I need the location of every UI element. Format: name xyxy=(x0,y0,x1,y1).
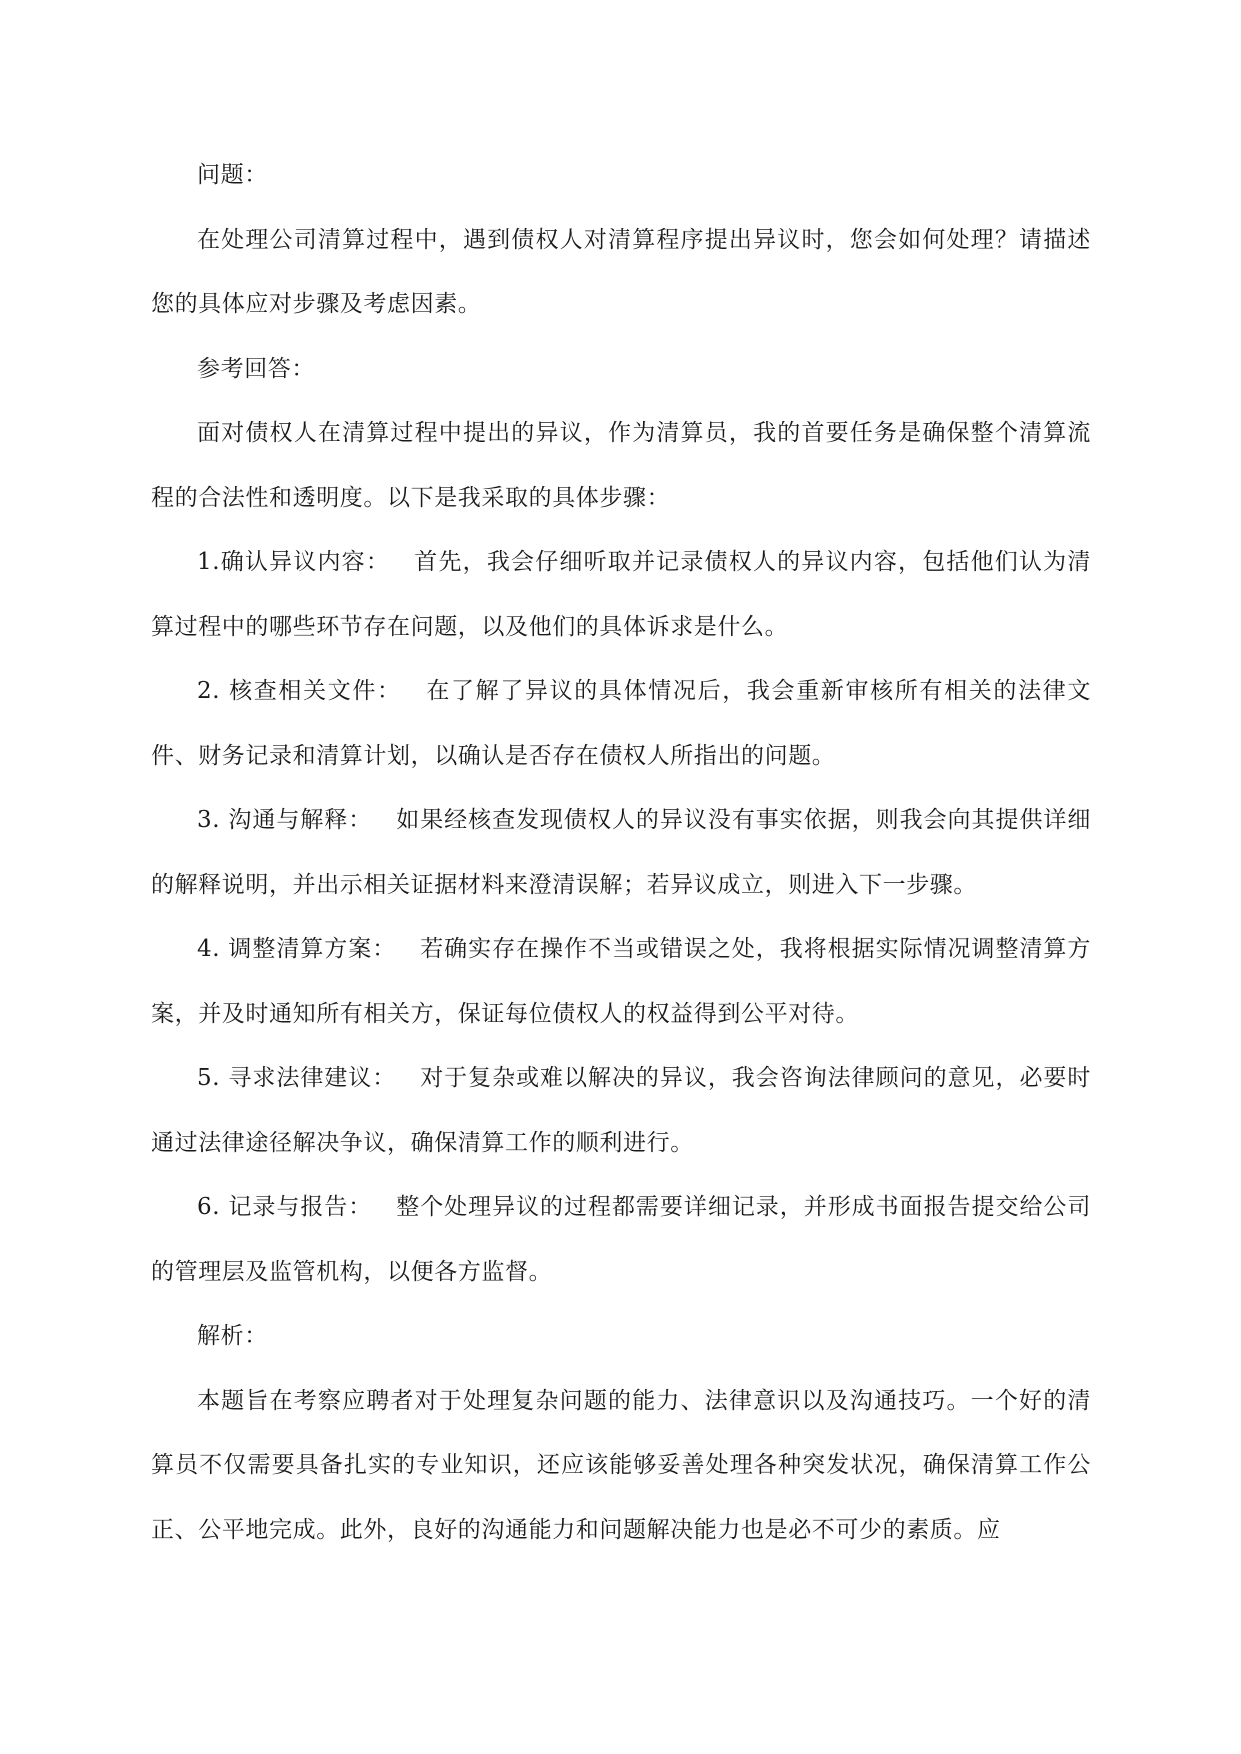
step-item xyxy=(151,1046,1091,1175)
step-label: 1.确认异议内容： xyxy=(197,549,391,575)
step-text: 若确实存在操作不当或错误之处，我将根据实际情况调整清算方案，并及时通知所有相关方，保证每位债权人的权益得到公平对待。 xyxy=(151,936,1091,1027)
step-text: 整个处理异议的过程都需要详细记录，并形成书面报告提交给公司的管理层及监管机构，以便各方监督。 xyxy=(151,1194,1091,1285)
step-text: 首先，我会仔细听取并记录债权人的异议内容，包括他们认为清算过程中的哪些环节存在问题，以及他们的具体诉求是什么。 xyxy=(151,549,1091,640)
step-item xyxy=(151,917,1091,1046)
step-item xyxy=(151,530,1091,659)
step-text: 对于复杂或难以解决的异议，我会咨询法律顾问的意见，必要时通过法律途径解决争议，确保清算工作的顺利进行。 xyxy=(151,1065,1091,1156)
question-text: 在处理公司清算过程中，遇到债权人对清算程序提出异议时，您会如何处理？请描述您的具体应对步骤及考虑因素。 xyxy=(151,226,1091,317)
analysis-heading: 解析： xyxy=(197,1323,268,1349)
step-item xyxy=(151,788,1091,917)
question-heading: 问题： xyxy=(197,162,268,188)
step-item xyxy=(151,1175,1091,1304)
answer-heading: 参考回答： xyxy=(197,355,315,382)
answer-intro: 面对债权人在清算过程中提出的异议，作为清算员，我的首要任务是确保整个清算流程的合法性和透明度。以下是我采取的具体步骤： xyxy=(151,420,1091,511)
step-text: 如果经核查发现债权人的异议没有事实依据，则我会向其提供详细的解释说明，并出示相关证据材料来澄清误解；若异议成立，则进入下一步骤。 xyxy=(151,807,1091,898)
step-label: 6. 记录与报告： xyxy=(197,1194,373,1220)
step-label: 5. 寻求法律建议： xyxy=(197,1065,397,1091)
step-text: 在了解了异议的具体情况后，我会重新审核所有相关的法律文件、财务记录和清算计划，以确认是否存在债权人所指出的问题。 xyxy=(151,678,1091,769)
document-body xyxy=(151,143,1091,1562)
step-label: 2. 核查相关文件： xyxy=(197,678,402,704)
step-label: 4. 调整清算方案： xyxy=(197,936,397,962)
step-label: 3. 沟通与解释： xyxy=(197,807,373,833)
step-item xyxy=(151,659,1091,788)
analysis-text: 本题旨在考察应聘者对于处理复杂问题的能力、法律意识以及沟通技巧。一个好的清算员不仅需要具备扎实的专业知识，还应该能够妥善处理各种突发状况，确保清算工作公正、公平地完成。此外，良好的沟通能力和问题解决能力也是必不可少的素质。应 xyxy=(151,1387,1091,1543)
